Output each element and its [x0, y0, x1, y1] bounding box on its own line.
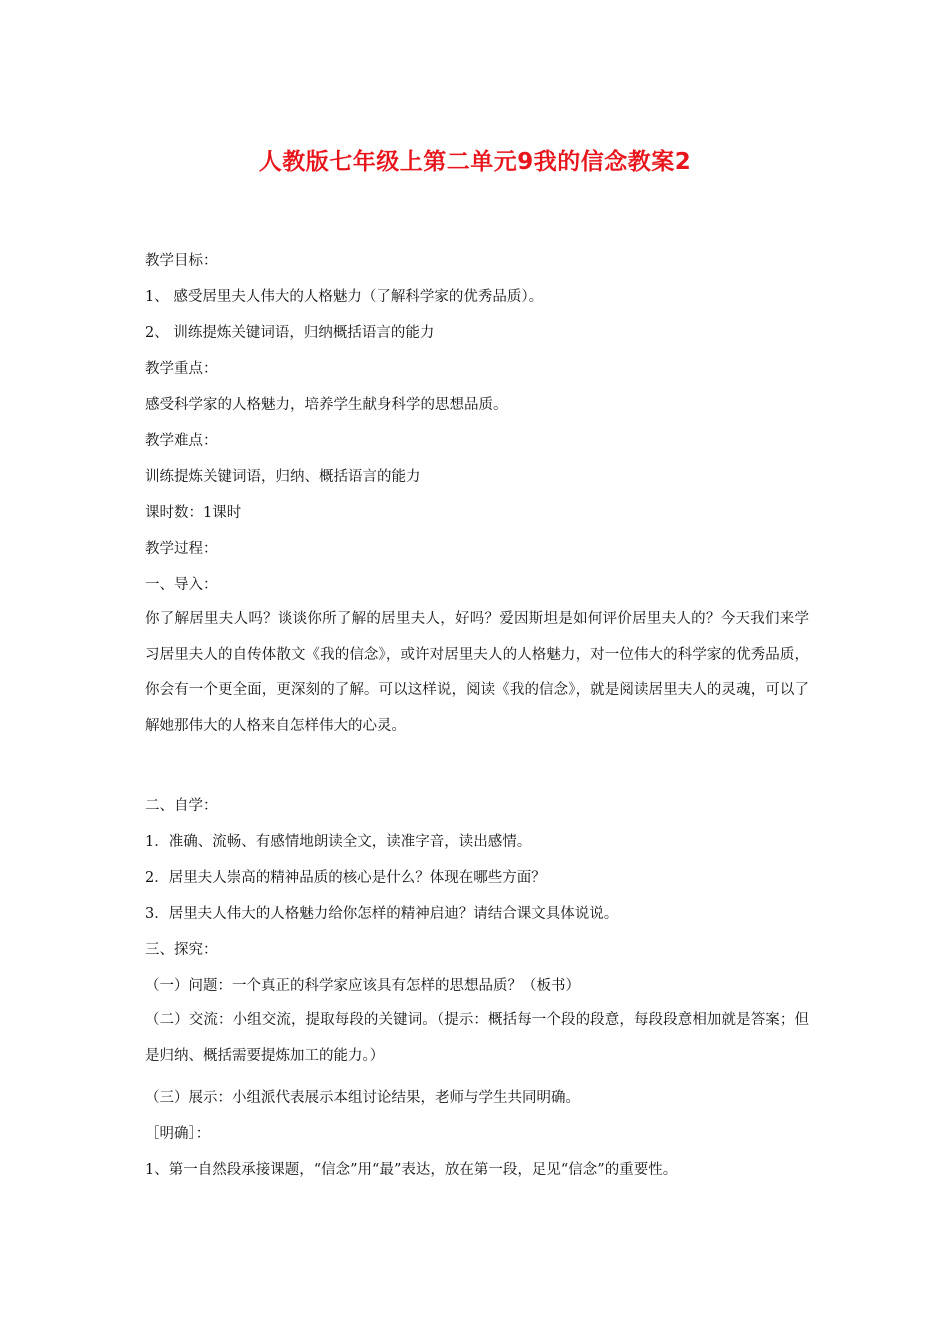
objectives-heading: 教学目标：	[145, 253, 218, 269]
self-study-heading: 二、自学：	[145, 798, 218, 814]
difficulty-heading: 教学难点：	[145, 433, 218, 449]
intro-heading: 一、导入：	[145, 577, 218, 593]
key-points-heading: 教学重点：	[145, 361, 218, 377]
key-points-text: 感受科学家的人格魅力，培养学生献身科学的思想品质。	[145, 397, 508, 413]
difficulty-text: 训练提炼关键词语，归纳、概括语言的能力	[145, 469, 421, 485]
explore-heading: 三、探究：	[145, 942, 218, 958]
self-study-item-2: 2．居里夫人崇高的精神品质的核心是什么？体现在哪些方面？	[145, 870, 546, 886]
explore-item-3: （三）展示：小组派代表展示本组讨论结果，老师与学生共同明确。	[145, 1090, 580, 1106]
document-title: 人教版七年级上第二单元9我的信念教案2	[258, 149, 692, 175]
clarify-heading: ［明确］：	[145, 1126, 211, 1142]
objective-2: 2、 训练提炼关键词语，归纳概括语言的能力	[145, 325, 435, 341]
explore-item-1: （一）问题：一个真正的科学家应该具有怎样的思想品质？（板书）	[145, 978, 580, 994]
self-study-item-3: 3．居里夫人伟大的人格魅力给你怎样的精神启迪？请结合课文具体说说。	[145, 906, 619, 922]
intro-paragraph: 你了解居里夫人吗？谈谈你所了解的居里夫人，好吗？爱因斯坦是如何评价居里夫人的？今天我们来学习居里夫人的自传体散文《我的信念》，或许对居里夫人的人格魅力，对一位伟大的科学家的优秀品质，你会有一个更全面，更深刻的了解。可以这样说，阅读《我的信念》，就是阅读居里夫人的灵魂，可以了解她那伟大的人格来自怎样伟大的心灵。	[145, 611, 809, 734]
explore-item-2: （二）交流：小组交流，提取每段的关键词。（提示：概括每一个段的段意，每段段意相加就是答案；但是归纳、概括需要提炼加工的能力。）	[145, 1012, 809, 1064]
process-heading: 教学过程：	[145, 541, 218, 557]
self-study-item-1: 1．准确、流畅、有感情地朗读全文，读准字音，读出感情。	[145, 834, 532, 850]
clarify-item-1: 1、第一自然段承接课题，“信念”用“最”表达，放在第一段，足见“信念”的重要性。	[145, 1162, 678, 1178]
class-hours: 课时数：1课时	[145, 505, 242, 521]
objective-1: 1、 感受居里夫人伟大的人格魅力（了解科学家的优秀品质）。	[145, 289, 544, 305]
